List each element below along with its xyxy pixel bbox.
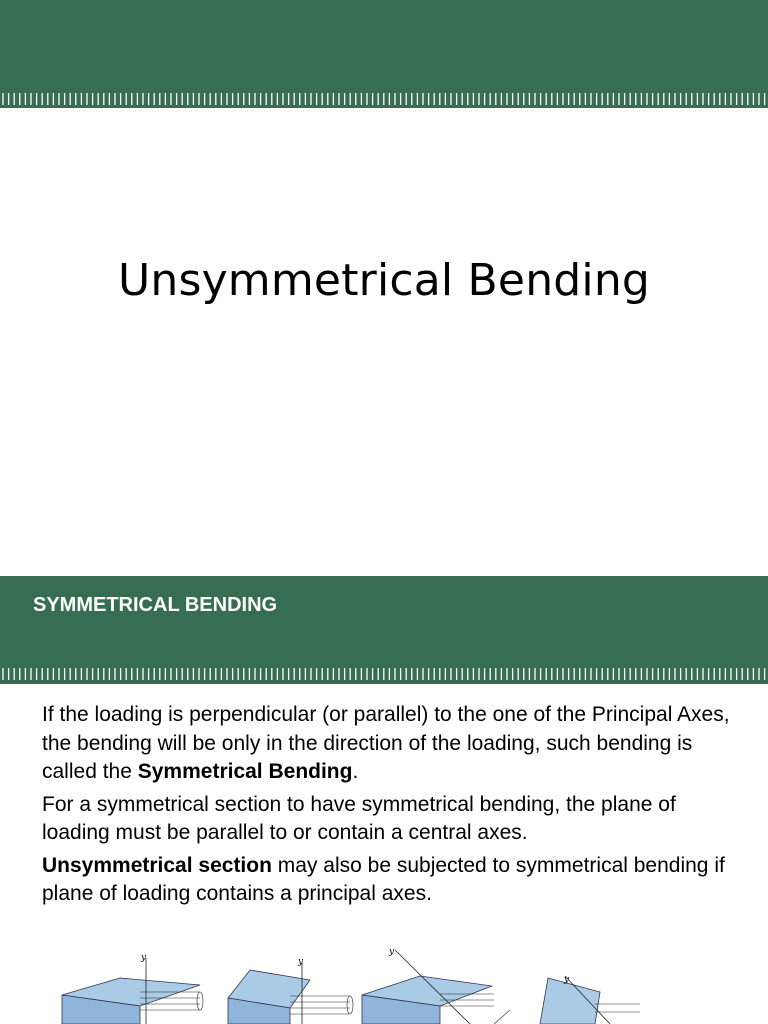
bold-term-unsymmetrical-section: Unsymmetrical section [42,853,272,877]
paragraph-1: If the loading is perpendicular (or parallel) to the one of the Principal Axes, the bending will be only in the direction of the loading, such bending is called the Symmetrical Bending. [42,703,730,783]
axis-label-y-2: y [298,957,304,967]
beam-figure-2 [228,957,353,1024]
paragraph-2: For a symmetrical section to have symmetrical bending, the plane of loading must be parallel to or contain a central axes. [42,792,676,844]
tick-strip-section [0,667,768,681]
beam-section-figures [0,940,768,1024]
section-heading: SYMMETRICAL BENDING [33,594,278,616]
beam-figure-3 [362,947,510,1024]
axis-label-y-3: y [389,947,395,957]
axis-label-y-1: y [141,953,147,963]
axis-label-y-4: y [564,975,570,985]
beam-figure-1 [62,953,203,1024]
body-text [42,701,742,913]
bold-term-symmetrical-bending: Symmetrical Bending [137,760,353,783]
paragraph-3: Unsymmetrical section may also be subjected to symmetrical bending if plane of loading contains a principal axes. [42,853,725,905]
tick-strip-top [0,92,768,106]
beam-figure-4 [540,975,640,1024]
slide-title: Unsymmetrical Bending [117,255,651,306]
